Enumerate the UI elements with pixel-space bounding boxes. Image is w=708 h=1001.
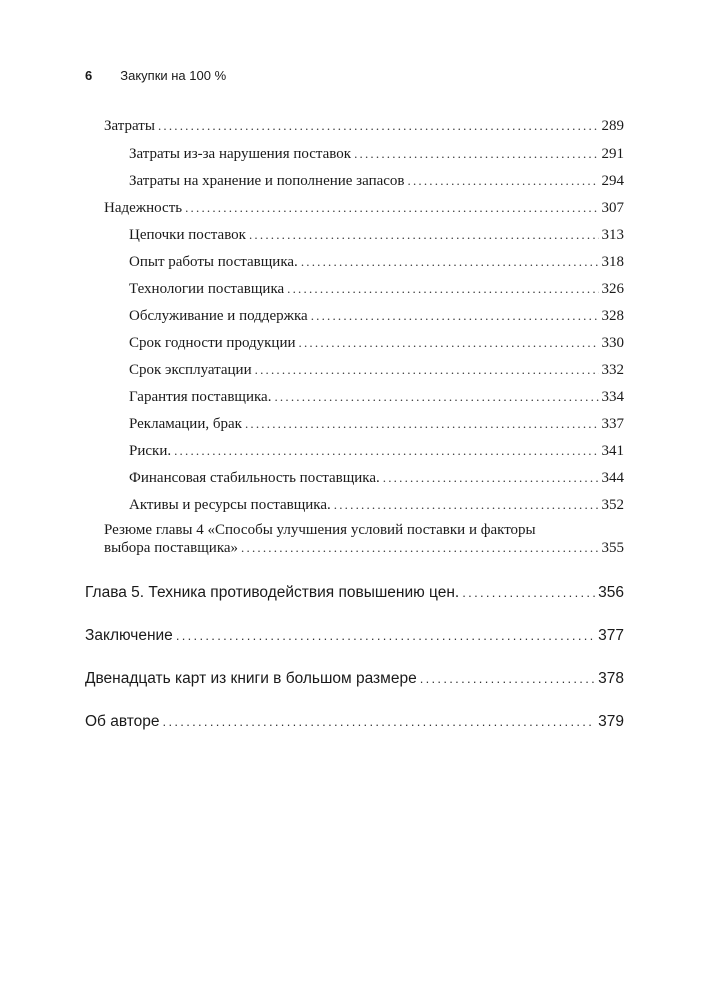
toc-entry[interactable] bbox=[129, 497, 624, 514]
leader-dots bbox=[176, 627, 595, 645]
toc-entry-title: Глава 5. Техника противодействия повышению цен. bbox=[85, 584, 460, 601]
toc-entry-title: Об авторе bbox=[85, 713, 160, 730]
leader-dots bbox=[249, 227, 599, 244]
leader-dots bbox=[163, 713, 596, 731]
toc-entry[interactable] bbox=[129, 443, 624, 460]
leader-dots bbox=[311, 308, 599, 325]
leader-dots bbox=[354, 146, 598, 163]
toc-entry-title: Затраты на хранение и пополнение запасов bbox=[129, 173, 405, 189]
leader-dots bbox=[301, 254, 599, 271]
toc-entry[interactable] bbox=[104, 540, 624, 557]
toc-entry-title: Заключение bbox=[85, 627, 173, 644]
leader-dots bbox=[274, 389, 598, 406]
toc-entry-title: Двенадцать карт из книги в большом размере bbox=[85, 670, 417, 687]
leader-dots bbox=[241, 540, 598, 557]
toc-entry-page: 352 bbox=[601, 497, 624, 513]
toc-entry-page: 341 bbox=[601, 443, 624, 459]
toc-entry-title: Активы и ресурсы поставщика. bbox=[129, 497, 331, 513]
toc-entry-page: 377 bbox=[598, 627, 624, 644]
toc-chapter-entry[interactable] bbox=[85, 670, 624, 688]
leader-dots bbox=[174, 443, 598, 460]
toc-entry-page: 379 bbox=[598, 713, 624, 730]
toc-entry-title: Затраты bbox=[104, 118, 155, 134]
toc-entry-title: Срок годности продукции bbox=[129, 335, 296, 351]
toc-entry[interactable] bbox=[129, 146, 624, 163]
toc-chapter-entry[interactable] bbox=[85, 584, 624, 602]
toc-entry[interactable] bbox=[104, 200, 624, 217]
leader-dots bbox=[462, 584, 595, 602]
running-title: Закупки на 100 % bbox=[120, 68, 227, 83]
toc-entry-title: Рекламации, брак bbox=[129, 416, 242, 432]
toc-entry-title: Технологии поставщика bbox=[129, 281, 285, 297]
toc-chapter-entry[interactable] bbox=[85, 713, 624, 731]
toc-entry[interactable] bbox=[129, 227, 624, 244]
leader-dots bbox=[408, 173, 599, 190]
toc-entry-title: Гарантия поставщика. bbox=[129, 389, 272, 405]
toc-entry-page: 332 bbox=[601, 362, 624, 378]
toc-entry-page: 337 bbox=[601, 416, 624, 432]
toc-entry[interactable] bbox=[129, 389, 624, 406]
toc-entry[interactable] bbox=[129, 308, 624, 325]
toc-entry-page: 328 bbox=[601, 308, 624, 324]
toc-entry[interactable] bbox=[104, 118, 624, 135]
toc-entry-page: 326 bbox=[601, 281, 624, 297]
toc-entry-page: 355 bbox=[601, 540, 624, 556]
toc-entry-title: Надежность bbox=[104, 200, 183, 216]
toc-entry-page: 344 bbox=[601, 470, 624, 486]
toc-entry-page: 318 bbox=[601, 254, 624, 270]
toc-entry-page: 330 bbox=[601, 335, 624, 351]
toc-entry-title: Срок эксплуатации bbox=[129, 362, 252, 378]
toc-entry-title: Обслуживание и поддержка bbox=[129, 308, 308, 324]
toc-entry-page: 307 bbox=[601, 200, 624, 216]
toc-entry[interactable] bbox=[129, 362, 624, 379]
toc-entry-page: 291 bbox=[601, 146, 624, 162]
toc-entry[interactable] bbox=[129, 335, 624, 352]
leader-dots bbox=[334, 497, 599, 514]
toc-chapter-entry[interactable] bbox=[85, 627, 624, 645]
toc-entry-page: 313 bbox=[601, 227, 624, 243]
toc-entry-page: 289 bbox=[601, 118, 624, 134]
toc-entry-page: 294 bbox=[601, 173, 624, 189]
toc-entry[interactable] bbox=[129, 416, 624, 433]
toc-entry-page: 334 bbox=[601, 389, 624, 405]
leader-dots bbox=[158, 118, 599, 135]
toc-entry-title: Финансовая стабильность поставщика. bbox=[129, 470, 380, 486]
toc-entry[interactable] bbox=[129, 173, 624, 190]
leader-dots bbox=[287, 281, 598, 298]
toc-entry-page: 356 bbox=[598, 584, 624, 601]
toc-entry[interactable] bbox=[129, 281, 624, 298]
toc-entry-title: Цепочки поставок bbox=[129, 227, 246, 243]
toc-entry-title: Риски. bbox=[129, 443, 172, 459]
summary-entry-line1[interactable]: Резюме главы 4 «Способы улучшения условий поставки и факторы bbox=[104, 522, 536, 538]
leader-dots bbox=[245, 416, 599, 433]
toc-entry-title: Затраты из-за нарушения поставок bbox=[129, 146, 352, 162]
toc-entry-title: Опыт работы поставщика. bbox=[129, 254, 298, 270]
leader-dots bbox=[383, 470, 599, 487]
toc-entry[interactable] bbox=[129, 254, 624, 271]
page-header bbox=[85, 68, 226, 83]
toc-entry-page: 378 bbox=[598, 670, 624, 687]
leader-dots bbox=[255, 362, 599, 379]
toc-entry[interactable] bbox=[129, 470, 624, 487]
leader-dots bbox=[185, 200, 598, 217]
leader-dots bbox=[420, 670, 595, 688]
page-number: 6 bbox=[85, 68, 93, 83]
toc-entry-title: выбора поставщика» bbox=[104, 540, 239, 556]
leader-dots bbox=[299, 335, 599, 352]
